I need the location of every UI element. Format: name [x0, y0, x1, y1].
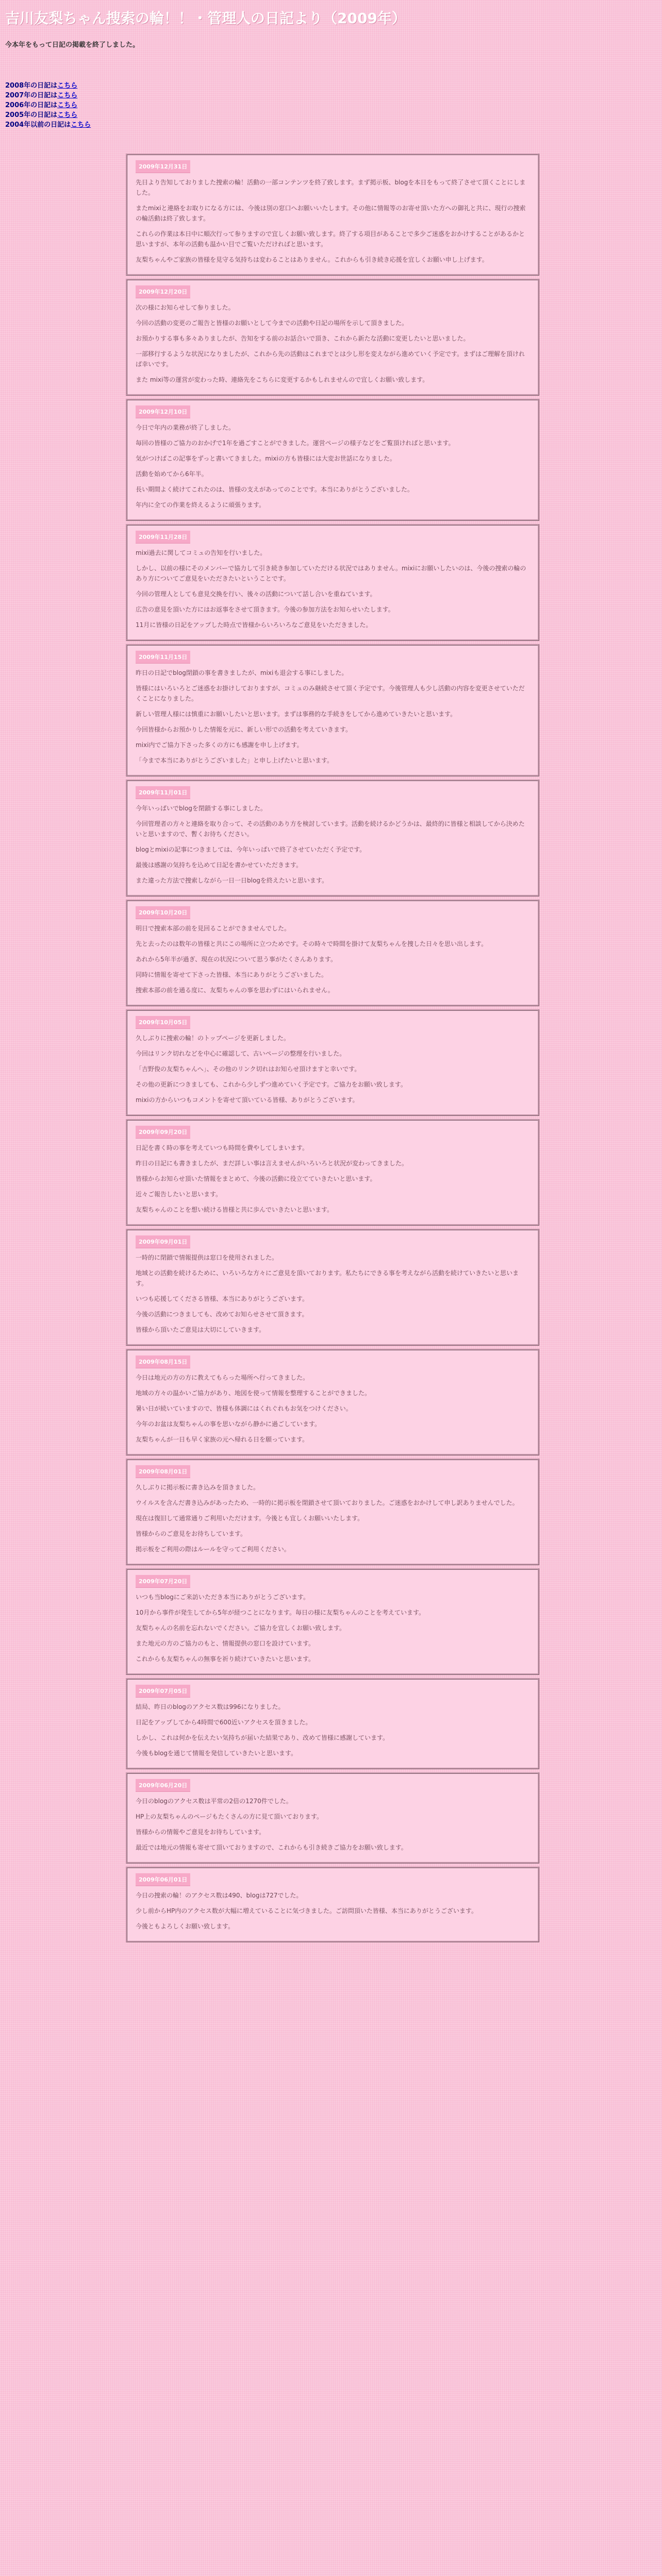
- entry-paragraph: これからも友梨ちゃんの無事を祈り続けていきたいと思います。: [136, 1655, 315, 1663]
- entry-date: 2009年12月20日: [136, 285, 190, 298]
- entry-paragraph: あれから5年半が過ぎ、現在の状況について思う事がたくさんあります。: [136, 956, 337, 963]
- entry-paragraph: 久しぶりに掲示板に書き込みを頂きました。: [136, 1484, 260, 1491]
- archive-link-label: 2008年の日記は: [5, 82, 58, 90]
- entry-date: 2009年10月05日: [136, 1016, 190, 1029]
- diary-entry: [126, 1009, 539, 1116]
- entry-paragraph: 皆様からの情報やご意見をお待ちしています。: [136, 1828, 266, 1836]
- diary-entries: [126, 154, 539, 1945]
- entry-paragraph: 広告の意見を頂いた方にはお返事をさせて頂きます。今後の参加方法をお知らせいたします。: [136, 606, 394, 613]
- diary-entry: [126, 154, 539, 276]
- entry-paragraph: HP上の友梨ちゃんのページもたくさんの方に見て頂いております。: [136, 1813, 323, 1820]
- entry-paragraph: 地域の方々の温かいご協力があり、地図を使って情報を整理することができました。: [136, 1389, 371, 1397]
- entry-body: [136, 1372, 529, 1445]
- entry-paragraph: 今回管理者の方々と連絡を取り合って、その活動のあり方を検討しています。活動を続けるかどうかは、最終的に皆様と相談してから決めたいと思いますので、暫くお待ちください。: [136, 820, 525, 838]
- entry-paragraph: 一時的に閉鎖で情報提供は窓口を使用されました。: [136, 1254, 278, 1261]
- entry-paragraph: 次の様にお知らせして参りました。: [136, 304, 235, 311]
- entry-date: 2009年09月20日: [136, 1126, 190, 1139]
- entry-paragraph: 気がつけばこの記事をずっと書いてきました。mixiの方も皆様には大変お世話になりました。: [136, 455, 396, 462]
- archive-link-3[interactable]: [5, 110, 662, 120]
- entry-body: [136, 923, 529, 995]
- entry-date: 2009年06月01日: [136, 1873, 190, 1886]
- diary-entry: [126, 779, 539, 896]
- diary-entry: [126, 900, 539, 1006]
- entry-paragraph: 先と去ったのは数年の皆様と共にこの場所に立つためです。その時々で時間を掛けて友梨ちゃんを捜した日々を思い出します。: [136, 940, 488, 947]
- entry-paragraph: しかし、以前の様にそのメンバーで協力して引き続き参加していただける状況ではありません。mixiにお願いしたいのは、今後の捜索の輪のあり方についてご意見をいただきたいということです。: [136, 565, 526, 582]
- entry-paragraph: しかし、これは何かを伝えたい気持ちが届いた結果であり、改めて皆様に感謝しています。: [136, 1734, 389, 1741]
- entry-paragraph: またmixiと連絡をお取りになる方には、今後は別の窓口へお願いいたします。その他に情報等のお寄せ頂いた方への御礼と共に、現行の捜索の輪活動は終了致します。: [136, 205, 526, 222]
- archive-link-label: 2007年の日記は: [5, 92, 58, 99]
- entry-paragraph: その他の更新につきましても、これから少しずつ進めていく予定です。ご協力をお願い致します。: [136, 1081, 407, 1088]
- entry-paragraph: 結局、昨日のblogのアクセス数は996になりました。: [136, 1703, 285, 1710]
- entry-date: 2009年11月01日: [136, 786, 190, 799]
- entry-paragraph: mixi内でご協力下さった多くの方にも感謝を申し上げます。: [136, 741, 303, 749]
- entry-paragraph: 暑い日が続いていますので、皆様も体調にはくれぐれもお気をつけください。: [136, 1405, 352, 1412]
- entry-paragraph: 友梨ちゃんの名前を忘れないでください。ご協力を宜しくお願い致します。: [136, 1624, 346, 1632]
- diary-entry: [126, 1867, 539, 1942]
- entry-paragraph: 今日で年内の業務が終了しました。: [136, 424, 235, 431]
- entry-body: [136, 1702, 529, 1758]
- entry-paragraph: 今回皆様からお預かりした情報を元に、新しい形での活動を考えていきます。: [136, 726, 352, 733]
- archive-link-here[interactable]: こちら: [71, 121, 91, 129]
- archive-link-1[interactable]: [5, 91, 662, 100]
- archive-links: [5, 81, 662, 130]
- entry-paragraph: 今日は地元の方の方に教えてもらった場所へ行ってきました。: [136, 1374, 309, 1381]
- entry-date: 2009年12月31日: [136, 160, 190, 173]
- entry-body: [136, 177, 529, 265]
- entry-paragraph: 今年のお盆は友梨ちゃんの事を思いながら静かに過ごしています。: [136, 1420, 321, 1428]
- entry-paragraph: 毎回の皆様のご協力のおかげで1年を過ごすことができました。運営ページの様子などをご覧頂ければと思います。: [136, 439, 455, 447]
- end-of-diary-notice: 今本年をもって日記の掲載を終了しました。: [5, 41, 140, 49]
- entry-paragraph: 10月から事件が発生してから5年が経つことになります。毎日の様に友梨ちゃんのことを考えています。: [136, 1609, 425, 1616]
- entry-paragraph: 皆様からのご意見をお待ちしています。: [136, 1530, 247, 1537]
- entry-date: 2009年07月05日: [136, 1685, 190, 1698]
- entry-paragraph: 今後ともよろしくお願い致します。: [136, 1923, 235, 1930]
- entry-paragraph: 今回の活動の変更のご報告と皆様のお願いとして今までの活動や日記の場所を示して頂きました。: [136, 319, 408, 327]
- entry-paragraph: 先日より告知しておりました捜索の輪！活動の一部コンテンツを終了致します。まず掲示板、blogを本日をもって終了させて頂くことにしました。: [136, 179, 526, 196]
- entry-body: [136, 302, 529, 385]
- archive-link-label: 2005年の日記は: [5, 111, 58, 119]
- diary-entry: [126, 1568, 539, 1675]
- entry-body: [136, 1890, 529, 1931]
- entry-paragraph: 同時に情報を寄せて下さった皆様、本当にありがとうございました。: [136, 971, 328, 978]
- entry-paragraph: 昨日の日記でblog閉鎖の事を書きましたが、mixiも退会する事にしました。: [136, 669, 348, 676]
- page-title: 吉川友梨ちゃん捜索の輪！！・管理人の日記より（2009年）: [5, 10, 406, 27]
- entry-paragraph: これらの作業は本日中に順次行って参りますので宜しくお願い致します。終了する項目があることで多少ご迷惑をおかけすることがあるかと思いますが、本年の活動も温かい目でご覧いただければと思います。: [136, 230, 525, 248]
- diary-entry: [126, 1349, 539, 1455]
- entry-body: [136, 422, 529, 510]
- entry-paragraph: 皆様から頂いたご意見は大切にしていきます。: [136, 1326, 266, 1333]
- entry-body: [136, 1482, 529, 1554]
- archive-link-here[interactable]: こちら: [57, 111, 78, 119]
- entry-body: [136, 1252, 529, 1335]
- entry-paragraph: 今回の管理人としても意見交換を行い、後々の活動について話し合いを重ねています。: [136, 590, 376, 598]
- archive-link-label: 2006年の日記は: [5, 101, 58, 109]
- entry-paragraph: 今日のblogのアクセス数は平常の2倍の1270件でした。: [136, 1798, 292, 1805]
- entry-paragraph: 今回はリンク切れなどを中心に確認して、古いページの整理を行いました。: [136, 1050, 346, 1057]
- diary-entry: [126, 1678, 539, 1769]
- entry-paragraph: 友梨ちゃんのことを想い続ける皆様と共に歩んでいきたいと思います。: [136, 1206, 334, 1213]
- entry-paragraph: ウイルスを含んだ書き込みがあったため、一時的に掲示板を閉鎖させて頂いておりました。ご迷惑をおかけして申し訳ありませんでした。: [136, 1499, 519, 1506]
- diary-entry: [126, 279, 539, 396]
- entry-body: [136, 548, 529, 630]
- entry-paragraph: 捜索本部の前を通る度に、友梨ちゃんの事を思わずにはいられません。: [136, 987, 334, 994]
- entry-date: 2009年11月15日: [136, 651, 190, 664]
- entry-paragraph: 年内に全ての作業を終えるように頑張ります。: [136, 501, 266, 509]
- entry-paragraph: 新しい管理人様には慎重にお願いしたいと思います。まずは事務的な手続きをしてから進めていきたいと思います。: [136, 710, 457, 718]
- entry-paragraph: 近々ご報告したいと思います。: [136, 1191, 222, 1198]
- entry-paragraph: 今日の捜索の輪！のアクセス数は490、blogは727でした。: [136, 1892, 303, 1899]
- entry-paragraph: 皆様にはいろいろとご迷惑をお掛けしておりますが、コミュのみ継続させて頂く予定です。今後管理人も少し活動の内容を変更させていただくことになりました。: [136, 685, 525, 702]
- entry-paragraph: 「今まで本当にありがとうございました」と申し上げたいと思います。: [136, 757, 334, 764]
- entry-paragraph: いつも当blogにご来訪いただき本当にありがとうございます。: [136, 1594, 309, 1601]
- archive-link-label: 2004年以前の日記は: [5, 121, 71, 129]
- entry-date: 2009年08月15日: [136, 1355, 190, 1368]
- entry-paragraph: 今後もblogを通じて情報を発信していきたいと思います。: [136, 1750, 297, 1757]
- entry-paragraph: 最近では地元の情報も寄せて頂いておりますので、これからも引き続きご協力をお願い致します。: [136, 1844, 407, 1851]
- entry-paragraph: 友梨ちゃんが一日も早く家族の元へ帰れる日を願っています。: [136, 1436, 309, 1443]
- entry-paragraph: いつも応援してくださる皆様、本当にありがとうございます。: [136, 1295, 309, 1302]
- entry-date: 2009年06月20日: [136, 1779, 190, 1792]
- entry-paragraph: 11月に皆様の日記をアップした時点で皆様からいろいろなご意見をいただきました。: [136, 621, 372, 629]
- entry-body: [136, 1796, 529, 1853]
- entry-paragraph: mixiの方からいつもコメントを寄せて頂いている皆様、ありがとうございます。: [136, 1096, 359, 1104]
- diary-entry: [126, 399, 539, 521]
- entry-paragraph: 現在は復旧して通常通りご利用いただけます。今後とも宜しくお願いいたします。: [136, 1515, 364, 1522]
- entry-paragraph: 友梨ちゃんやご家族の皆様を見守る気持ちは変わることはありません。これからも引き続き応援を宜しくお願い申し上げます。: [136, 256, 488, 263]
- entry-paragraph: 久しぶりに捜索の輪！のトップページを更新しました。: [136, 1035, 290, 1042]
- entry-paragraph: 昨日の日記にも書きましたが、まだ詳しい事は言えませんがいろいろと状況が変わってきました。: [136, 1160, 408, 1167]
- entry-paragraph: また地元の方のご協力のもと、情報提供の窓口を設けています。: [136, 1640, 315, 1647]
- entry-paragraph: 地域との活動を続けるために、いろいろな方々にご意見を頂いております。私たちにできる事を考えながら活動を続けていきたいと思います。: [136, 1269, 519, 1287]
- diary-entry: [126, 1772, 539, 1863]
- entry-paragraph: また mixi等の運営が変わった時、連絡先をこちらに変更するかもしれませんので宜しくお願い致します。: [136, 376, 429, 383]
- archive-link-here[interactable]: こちら: [57, 101, 78, 109]
- entry-body: [136, 1592, 529, 1664]
- entry-date: 2009年09月01日: [136, 1235, 190, 1248]
- entry-paragraph: 今年いっぱいでblogを閉鎖する事にしました。: [136, 805, 267, 812]
- entry-paragraph: mixi過去に関してコミュの告知を行いました。: [136, 549, 267, 556]
- entry-paragraph: 日記をアップしてから4時間で600近いアクセスを頂きました。: [136, 1719, 312, 1726]
- diary-entry: [126, 524, 539, 641]
- entry-paragraph: 一部移行するような状況になりましたが、これから先の活動はこれまでとは少し形を変えながら進めていく予定です。まずはご理解を頂ければ幸いです。: [136, 350, 525, 368]
- entry-paragraph: 皆様からお知らせ頂いた情報をまとめて、今後の活動に役立てていきたいと思います。: [136, 1175, 376, 1182]
- archive-link-here[interactable]: こちら: [57, 92, 78, 99]
- entry-paragraph: 長い期間よく続けてこれたのは、皆様の支えがあってのことです。本当にありがとうございました。: [136, 486, 413, 493]
- entry-paragraph: また違った方法で捜索しながら一日一日blogを終えたいと思います。: [136, 877, 328, 884]
- entry-paragraph: 明日で捜索本部の前を見回ることができませんでした。: [136, 925, 291, 932]
- entry-date: 2009年12月10日: [136, 405, 190, 418]
- archive-link-2[interactable]: [5, 100, 662, 110]
- entry-paragraph: 日記を書く時の事を考えていつも時間を費やしてしまいます。: [136, 1144, 309, 1151]
- diary-entry: [126, 1119, 539, 1226]
- entry-date: 2009年07月20日: [136, 1575, 190, 1588]
- entry-date: 2009年08月01日: [136, 1465, 190, 1478]
- entry-body: [136, 1033, 529, 1105]
- entry-body: [136, 1143, 529, 1215]
- entry-body: [136, 803, 529, 886]
- archive-link-4[interactable]: [5, 120, 662, 130]
- diary-entry: [126, 644, 539, 776]
- entry-paragraph: 掲示板をご利用の際はルールを守ってご利用ください。: [136, 1546, 290, 1553]
- entry-paragraph: 活動を始めてから6年半。: [136, 470, 208, 478]
- archive-link-0[interactable]: [5, 81, 662, 91]
- diary-entry: [126, 1459, 539, 1565]
- entry-date: 2009年10月20日: [136, 906, 190, 919]
- entry-body: [136, 668, 529, 766]
- entry-paragraph: 最後は感謝の気持ちを込めて日記を書かせていただきます。: [136, 861, 303, 869]
- diary-entry: [126, 1229, 539, 1346]
- archive-link-here[interactable]: こちら: [57, 82, 78, 90]
- entry-date: 2009年11月28日: [136, 531, 190, 544]
- entry-paragraph: blogとmixiの記事につきましては、今年いっぱいで終了させていただく予定です。: [136, 846, 366, 853]
- entry-paragraph: お預かりする事も多々ありましたが、告知をする前のお話合いで頂き、これから新たな活動に変更したいと思いました。: [136, 335, 470, 342]
- entry-paragraph: 「吉野俊の友梨ちゃんへ」、その他のリンク切れはお知らせ頂けますと幸いです。: [136, 1065, 361, 1073]
- entry-paragraph: 少し前からHP内のアクセス数が大幅に増えていることに気づきました。ご訪問頂いた皆様、本当にありがとうございます。: [136, 1907, 477, 1914]
- entry-paragraph: 今後の活動につきましても、改めてお知らせさせて頂きます。: [136, 1311, 308, 1318]
